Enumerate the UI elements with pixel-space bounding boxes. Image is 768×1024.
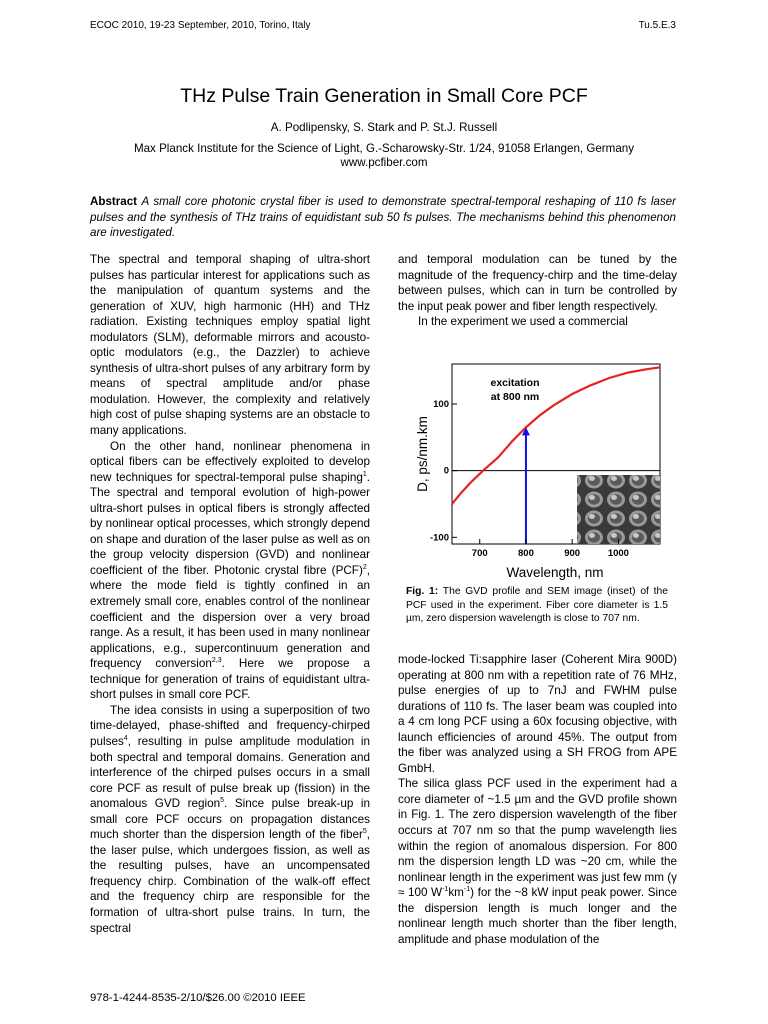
paragraph: The spectral and temporal shaping of ultra-short pulses has particular interest for applications such as the manipulation of quantum systems and the generation of XUV, high harmonic (HH) and THz radiation. Existing techniques employ spatial light modulators (SLM), deformable mirrors and acousto-optic modulators (e.g., the Dazzler) to achieve synthesis of ultra-short pulses of any arbitrary form by means of spectral amplitude and/or phase modulation. However, the complexity and relatively high cost of pulse shaping systems are an obstacle to many applications. bbox=[90, 253, 370, 438]
paragraph: In the experiment we used a commercial bbox=[418, 315, 628, 329]
abstract bbox=[90, 194, 676, 241]
text: . Since pulse break-up in small core PCF occurs on propagation distances much shorter than the dispersion length of the fiber bbox=[90, 797, 370, 842]
text: The idea consists in using a superposition of two time-delayed, phase-shifted and frequency-chirped pulses bbox=[90, 703, 370, 748]
citation: 2,3 bbox=[211, 657, 222, 665]
text: . The spectral and temporal evolution of high-power ultra-short pulses in optical fibers is strongly affected by nonlinear optical processes, which strongly depend on shape and duration of the laser pulse as well as on the group velocity dispersion (GVD) and nonlinear coefficient of the fiber. Photonic crystal fibre (PCF) bbox=[90, 470, 371, 577]
x-tick-label: 1000 bbox=[607, 548, 629, 559]
caption-label: Fig. 1: bbox=[406, 586, 439, 597]
text: , where the mode field is tightly confined in an extremely small core, enables control of the nonlinear coefficient and the dispersion over a very broad range. As a result, it has been used in many nonlinear applications, e.g., supercontinuum generation and frequency conversion bbox=[90, 563, 370, 671]
gvd-chart bbox=[407, 357, 667, 587]
x-tick-label: 900 bbox=[564, 548, 581, 559]
caption-text: The GVD profile and SEM image (inset) of the PCF used in the experiment. Fiber core diameter is 1.5 µm, zero dispersion wavelength is close to 707 nm. bbox=[406, 586, 668, 624]
annotation-line-1: excitation bbox=[490, 377, 540, 389]
figure-caption bbox=[406, 585, 668, 626]
paragraph bbox=[90, 439, 370, 703]
citation: 5 bbox=[362, 828, 367, 836]
affiliation-line: Max Planck Institute for the Science of Light, G.-Scharowsky-Str. 1/24, 91058 Erlangen, Germany bbox=[133, 142, 635, 155]
paragraph bbox=[398, 776, 677, 947]
text: , the laser pulse, which undergoes fission, as well as the resulting pulses, have an uncompensated frequency chirp. Combination of the walk-off effect and the frequency chirp are responsible for the formation of ultra-short pulse trains. In turn, the spectral bbox=[90, 828, 370, 935]
text: , resulting in pulse amplitude modulation in both spectral and temporal domains. Generation and interference of the chirped pulses occurs in a small core PCF as result of pulse break up (fission) in the anomalous GVD region bbox=[90, 734, 370, 811]
right-column-bottom bbox=[398, 652, 677, 947]
affiliation-url[interactable]: www.pcfiber.com bbox=[340, 156, 428, 169]
conference-header: ECOC 2010, 19-23 September, 2010, Torino, Italy bbox=[90, 20, 311, 31]
x-axis-label: Wavelength, nm bbox=[506, 565, 604, 580]
y-tick-label: -100 bbox=[429, 532, 449, 544]
affiliation bbox=[0, 142, 768, 170]
y-tick-label: 100 bbox=[433, 399, 449, 410]
exponent: -1 bbox=[442, 886, 449, 894]
citation: 2 bbox=[362, 564, 367, 572]
x-tick-label: 700 bbox=[471, 548, 488, 559]
footer-copyright: 978-1-4244-8535-2/10/$26.00 ©2010 IEEE bbox=[90, 992, 306, 1004]
paper-code: Tu.5.E.3 bbox=[638, 20, 676, 31]
left-column bbox=[90, 252, 370, 936]
exponent: -1 bbox=[463, 886, 471, 894]
citation: 5 bbox=[220, 797, 225, 805]
annotation-line-2: at 800 nm bbox=[490, 391, 540, 403]
text: . Here we propose a technique for generation of trains of equidistant ultra-short pulses in small core PCF. bbox=[90, 657, 370, 702]
right-column-top bbox=[398, 252, 677, 330]
text: On the other hand, nonlinear phenomena in optical fibers can be effectively exploited to develop new techniques for spectral-temporal pulse shaping bbox=[90, 439, 370, 484]
paragraph bbox=[90, 703, 370, 936]
paragraph: and temporal modulation can be tuned by the magnitude of the frequency-chirp and the time-delay between pulses, which can in turn be controlled by the input peak power and fiber length respectively. bbox=[398, 253, 677, 313]
abstract-text: A small core photonic crystal fiber is used to demonstrate spectral-temporal reshaping of 110 fs laser pulses and the synthesis of THz trains of equidistant sub 50 fs pulses. The mechanisms behind this phenomenon are investigated. bbox=[90, 195, 676, 239]
text: km bbox=[448, 886, 464, 900]
abstract-label: Abstract bbox=[90, 195, 138, 208]
sem-inset-image bbox=[577, 475, 660, 544]
text: ) for the ~8 kW input peak power. Since the dispersion length is much longer and the nonlinear length much shorter than the fiber length, amplitude and phase modulation of the bbox=[398, 886, 677, 946]
citation: 4 bbox=[123, 735, 128, 743]
y-axis-label: D, ps/nm.km bbox=[415, 416, 430, 492]
text: The silica glass PCF used in the experiment had a core diameter of ~1.5 µm and the GVD profile shown in Fig. 1. The zero dispersion wavelength of the fiber occurs at 707 nm so that the pump wavelength lies within the region of anomalous dispersion. For 800 nm the dispersion length LD was ~20 cm, while the nonlinear length in the experiment was just few mm (γ ≈ 100 W bbox=[398, 777, 677, 900]
x-tick-label: 800 bbox=[518, 548, 534, 559]
authors: A. Podlipensky, S. Stark and P. St.J. Russell bbox=[270, 121, 498, 134]
paragraph: mode-locked Ti:sapphire laser (Coherent Mira 900D) operating at 800 nm with a repetition rate of 76 MHz, pulse energies of up to 7nJ and FWHM pulse durations of 110 fs. The laser beam was coupled into a 4 cm long PCF using a 60x focusing objective, with launch efficiencies of around 45%. The output from the fiber was analyzed using a SH FROG from APE GmbH. bbox=[398, 653, 677, 775]
paper-title: THz Pulse Train Generation in Small Core PCF bbox=[180, 85, 588, 107]
y-tick-label: 0 bbox=[443, 465, 449, 477]
citation: 1 bbox=[362, 470, 367, 478]
